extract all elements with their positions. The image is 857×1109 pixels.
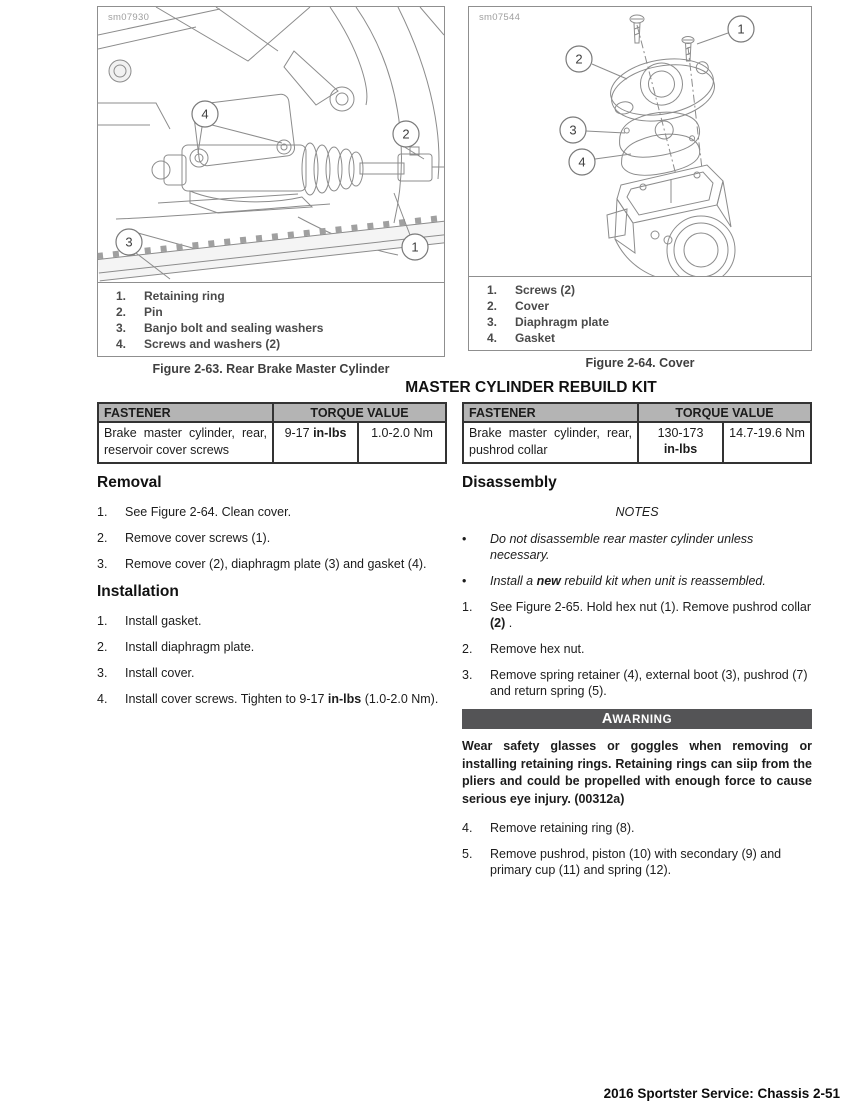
pushrod-boot xyxy=(302,143,363,195)
torque-inlbs-cell: 130-173 in-lbs xyxy=(638,422,723,463)
figure-2-63-caption: Figure 2-63. Rear Brake Master Cylinder xyxy=(152,362,390,376)
item-number: 2. xyxy=(97,530,108,545)
table-header-fastener: FASTENER xyxy=(98,403,273,422)
callout-4 xyxy=(192,101,218,127)
procedure-step xyxy=(97,613,449,629)
procedure-step xyxy=(97,556,449,572)
frame-bolt xyxy=(109,60,131,82)
installation-heading: Installation xyxy=(97,582,179,600)
brake-lever xyxy=(284,51,354,111)
left-column xyxy=(97,473,449,717)
procedure-step xyxy=(462,820,812,836)
item-number: 3. xyxy=(116,321,127,335)
item-number: 3. xyxy=(487,315,498,329)
table-row xyxy=(463,422,811,463)
figure-2-63-legend xyxy=(98,282,444,356)
cylinder-body-part xyxy=(607,165,735,284)
svg-text:1: 1 xyxy=(411,239,419,255)
disassembly-steps-after-warning xyxy=(462,820,812,878)
legend-item xyxy=(487,314,807,330)
callout-1 xyxy=(402,234,428,260)
warning-text: Wear safety glasses or goggles when removing or installing retaining rings. Retaining rings can siip from the pliers and could be propelled with enough force to cause serious eye injury. (00312a) xyxy=(462,738,812,807)
callout-2 xyxy=(393,121,419,147)
torque-table-pushrod-collar xyxy=(462,402,812,464)
svg-text:4: 4 xyxy=(201,106,209,122)
item-text: Install cover. xyxy=(125,665,195,680)
fastener-cell: Brake master cylinder, rear, pushrod collar xyxy=(463,422,638,463)
assembly-axis-lines xyxy=(637,25,702,175)
item-text: See Figure 2-65. Hold hex nut (1). Remove pushrod collar (2) . xyxy=(490,599,811,630)
figure-2-64-caption: Figure 2-64. Cover xyxy=(585,356,695,370)
procedure-step xyxy=(97,639,449,655)
item-text: Install diaphragm plate. xyxy=(125,639,255,654)
installation-steps xyxy=(97,613,449,707)
legend-item xyxy=(116,320,440,336)
item-text: Retaining ring xyxy=(144,289,225,303)
frame-lines xyxy=(98,7,444,255)
item-text: Diaphragm plate xyxy=(515,315,610,329)
table-header-torque: TORQUE VALUE xyxy=(638,403,811,422)
procedure-step xyxy=(462,667,812,699)
procedure-step xyxy=(97,665,449,681)
item-text: Banjo bolt and sealing washers xyxy=(144,321,324,335)
table-row xyxy=(98,422,446,463)
legend-item xyxy=(116,288,440,304)
item-number: 5. xyxy=(462,846,473,861)
figure-2-64-legend xyxy=(469,276,811,350)
item-number: 1. xyxy=(116,289,127,303)
pushrod-clevis xyxy=(360,147,444,181)
notes-label: NOTES xyxy=(615,504,659,519)
removal-heading: Removal xyxy=(97,474,162,491)
cover-exploded-drawing xyxy=(469,7,811,285)
warning-initial: A xyxy=(601,710,613,727)
legend-item xyxy=(487,298,807,314)
item-number: 4. xyxy=(487,331,498,345)
item-number: 3. xyxy=(462,667,473,682)
item-number: 3. xyxy=(97,665,108,680)
item-text: Screws and washers (2) xyxy=(144,337,281,351)
right-column xyxy=(462,473,812,888)
svg-text:1: 1 xyxy=(737,21,745,37)
callout-4 xyxy=(569,149,595,175)
item-number: 1. xyxy=(97,613,108,628)
item-text: Cover xyxy=(515,299,550,313)
item-number: 4. xyxy=(97,691,108,706)
legend-item xyxy=(116,304,440,320)
legend-item xyxy=(487,330,807,346)
svg-text:4: 4 xyxy=(578,154,586,170)
disassembly-steps xyxy=(462,599,812,699)
procedure-step xyxy=(97,504,449,520)
torque-inlbs-cell: 9-17 in-lbs xyxy=(273,422,358,463)
legend-item xyxy=(487,282,807,298)
item-text: Pin xyxy=(144,305,163,319)
screws xyxy=(630,15,694,61)
item-text: Install cover screws. Tighten to 9-17 in-lbs (1.0-2.0 Nm). xyxy=(125,691,439,706)
procedure-step xyxy=(97,691,449,707)
notes-list xyxy=(462,531,812,589)
item-number: 1. xyxy=(462,599,473,614)
callout-3 xyxy=(560,117,586,143)
procedure-step xyxy=(462,641,812,657)
svg-text:3: 3 xyxy=(125,234,133,250)
item-text: Remove pushrod, piston (10) with secondary (9) and primary cup (11) and spring (12). xyxy=(490,846,782,877)
note-item xyxy=(462,531,812,563)
callout-1 xyxy=(728,16,754,42)
table-header-torque: TORQUE VALUE xyxy=(273,403,446,422)
item-number: • xyxy=(462,573,467,588)
item-text: Remove cover screws (1). xyxy=(125,530,271,545)
figure-code: sm07930 xyxy=(108,12,150,23)
cover-part xyxy=(606,51,719,128)
figure-2-63-box xyxy=(97,6,445,357)
item-number: • xyxy=(462,531,467,546)
figure-2-64-box xyxy=(468,6,812,351)
table-header-fastener: FASTENER xyxy=(463,403,638,422)
disassembly-heading: Disassembly xyxy=(462,474,557,491)
svg-text:3: 3 xyxy=(569,122,577,138)
procedure-step xyxy=(97,530,449,546)
torque-metric-cell: 14.7-19.6 Nm xyxy=(723,422,811,463)
rear-brake-master-cylinder-drawing xyxy=(98,7,444,284)
item-number: 2. xyxy=(97,639,108,654)
svg-text:2: 2 xyxy=(575,51,583,67)
item-number: 4. xyxy=(462,820,473,835)
note-item xyxy=(462,573,812,589)
warning-banner xyxy=(462,709,812,729)
item-number: 4. xyxy=(116,337,127,351)
torque-table-cover-screws xyxy=(97,402,447,464)
item-text: Install gasket. xyxy=(125,613,202,628)
callout-3 xyxy=(116,229,142,255)
procedure-step xyxy=(462,599,812,631)
item-number: 3. xyxy=(97,556,108,571)
item-number: 2. xyxy=(487,299,498,313)
item-number: 2. xyxy=(462,641,473,656)
removal-steps xyxy=(97,504,449,572)
item-text: Install a new rebuild kit when unit is reassembled. xyxy=(490,573,766,588)
item-text: Remove cover (2), diaphragm plate (3) and gasket (4). xyxy=(125,556,427,571)
warning-label: WARNING xyxy=(612,713,673,726)
figure-code: sm07544 xyxy=(479,12,521,23)
item-number: 1. xyxy=(487,283,498,297)
item-number: 1. xyxy=(97,504,108,519)
callout-2 xyxy=(566,46,592,72)
svg-text:2: 2 xyxy=(402,126,410,142)
item-text: Gasket xyxy=(515,331,556,345)
page-footer: 2016 Sportster Service: Chassis 2-51 xyxy=(603,1086,840,1101)
item-text: Remove hex nut. xyxy=(490,641,585,656)
item-text: Remove retaining ring (8). xyxy=(490,820,635,835)
procedure-step xyxy=(462,846,812,878)
drive-belt xyxy=(98,218,444,281)
fastener-cell: Brake master cylinder, rear, reservoir cover screws xyxy=(98,422,273,463)
item-text: Screws (2) xyxy=(515,283,576,297)
item-number: 2. xyxy=(116,305,127,319)
legend-item xyxy=(116,336,440,352)
page-title: MASTER CYLINDER REBUILD KIT xyxy=(405,379,657,396)
item-text: See Figure 2-64. Clean cover. xyxy=(125,504,292,519)
torque-metric-cell: 1.0-2.0 Nm xyxy=(358,422,446,463)
item-text: Do not disassemble rear master cylinder unless necessary. xyxy=(490,531,754,562)
item-text: Remove spring retainer (4), external boot (3), pushrod (7) and return spring (5). xyxy=(490,667,808,698)
